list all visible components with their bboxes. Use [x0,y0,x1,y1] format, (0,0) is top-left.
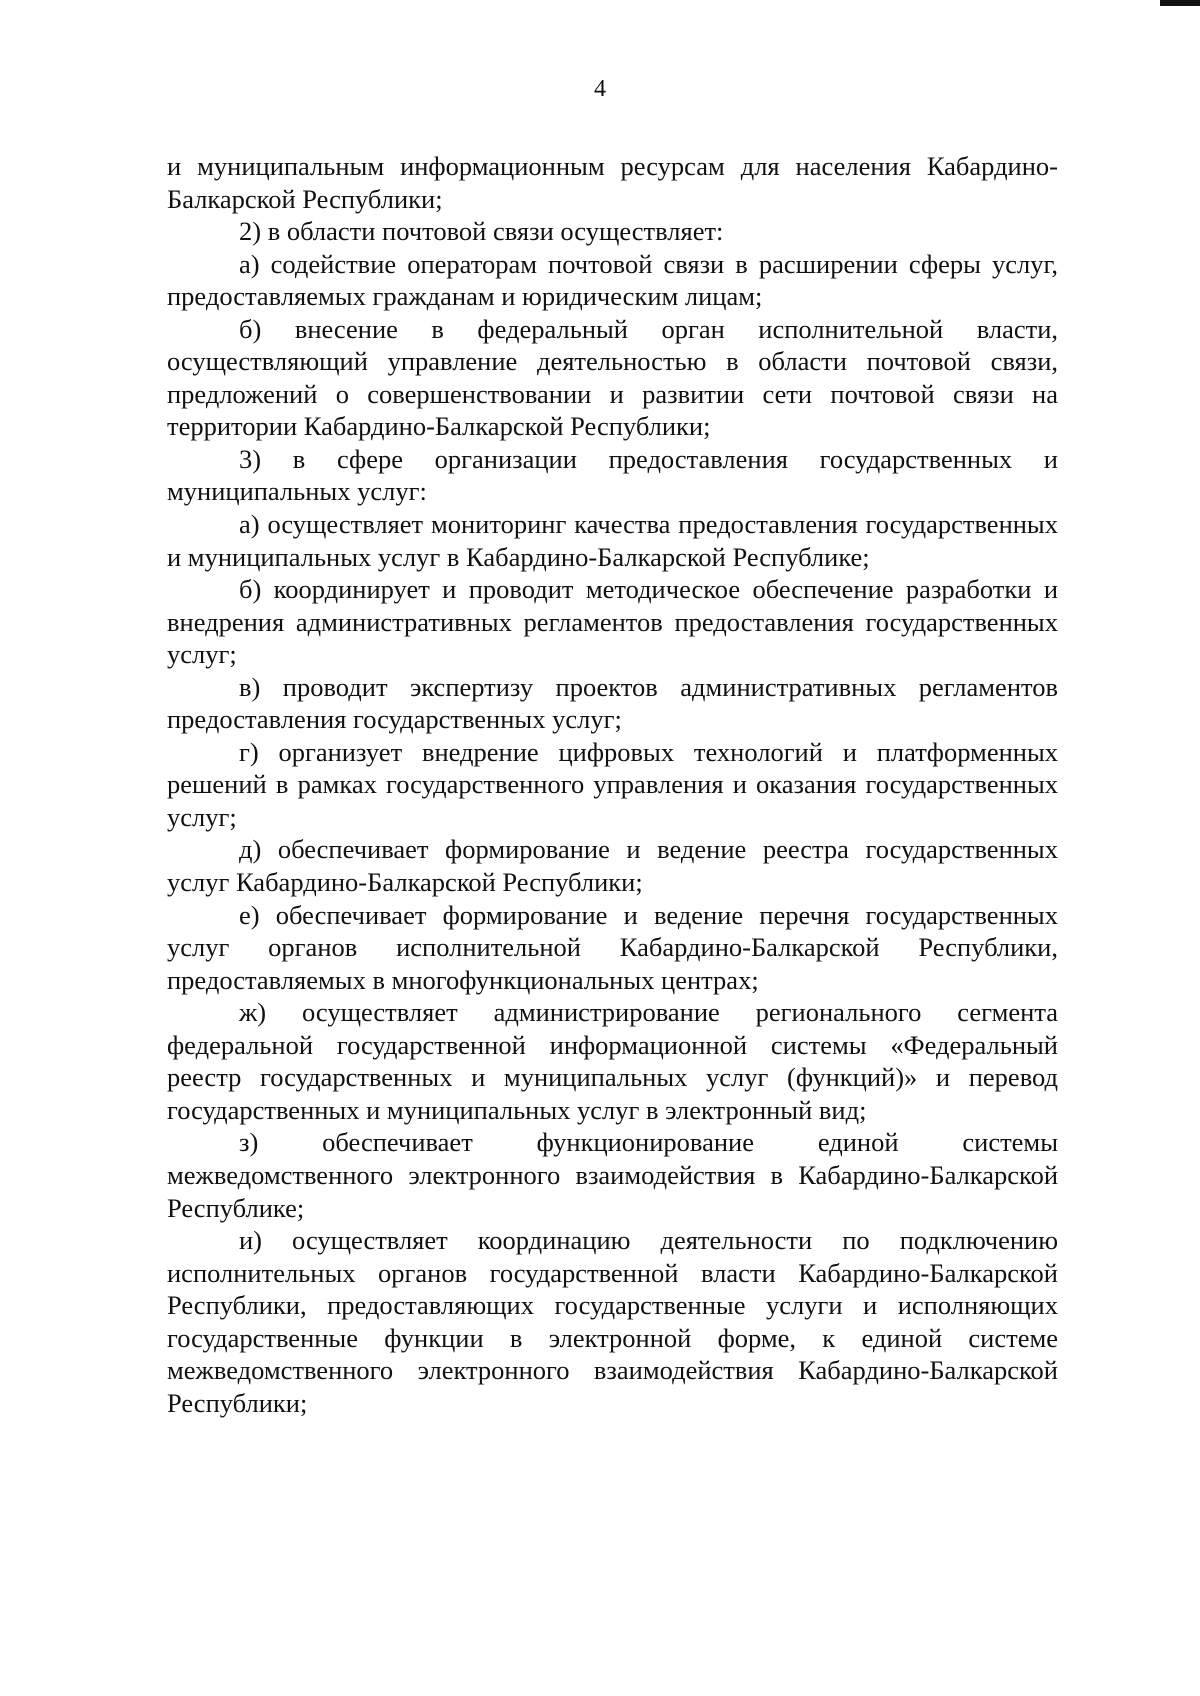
paragraph-services-zh: ж) осуществляет администрирование регионального сегмента федеральной государственной информационной системы «Федеральный реестр государственных и муниципальных услуг (функций)» и перевод государственных и муниципальных услуг в электронный вид; [167,997,1058,1125]
paragraph-services-a: а) осуществляет мониторинг качества предоставления государственных и муниципальных услуг в Кабардино-Балкарской Республике; [167,509,1058,572]
paragraph-services-z: з) обеспечивает функционирование единой системы межведомственного электронного взаимодействия в Кабардино-Балкарской Республике; [167,1127,1058,1223]
paragraph-services-heading: 3) в сфере организации предоставления государственных и муниципальных услуг: [167,443,1058,507]
paragraph-postal-heading: 2) в области почтовой связи осуществляет: [239,216,724,247]
document-body [167,150,1058,1419]
paragraph-services-e: е) обеспечивает формирование и ведение перечня государственных услуг органов исполнительной Кабардино-Балкарской Республики, предоставляемых в многофункциональных центрах; [167,899,1058,995]
page-number: 4 [594,76,606,102]
paragraph-services-b: б) координирует и проводит методическое обеспечение разработки и внедрения административных регламентов предоставления государственных услуг; [167,574,1058,670]
paragraph-services-d: д) обеспечивает формирование и ведение реестра государственных услуг Кабардино-Балкарской Республики; [167,834,1058,898]
paragraph-postal-a: а) содействие операторам почтовой связи в расширении сферы услуг, предоставляемых гражданам и юридическим лицам; [167,248,1058,312]
scan-corner-mark [1160,0,1200,6]
paragraph-services-v: в) проводит экспертизу проектов административных регламентов предоставления государственных услуг; [167,671,1058,735]
paragraph-postal-b: б) внесение в федеральный орган исполнительной власти, осуществляющий управление деятельностью в области почтовой связи, предложений о совершенствовании и развитии сети почтовой связи на территории Кабардино-Балкарской Республики; [167,313,1058,442]
paragraph-services-i: и) осуществляет координацию деятельности по подключению исполнительных органов государственной власти Кабардино-Балкарской Республики, предоставляющих государственные услуги и исполняющих государственные функции в электронной форме, к единой системе межведомственного электронного взаимодействия Кабардино-Балкарской Республики; [167,1225,1058,1418]
paragraph-services-g: г) организует внедрение цифровых технологий и платформенных решений в рамках государственного управления и оказания государственных услуг; [167,736,1058,832]
paragraph-continuation: и муниципальным информационным ресурсам для населения Кабардино-Балкарской Республики; [167,151,1058,214]
